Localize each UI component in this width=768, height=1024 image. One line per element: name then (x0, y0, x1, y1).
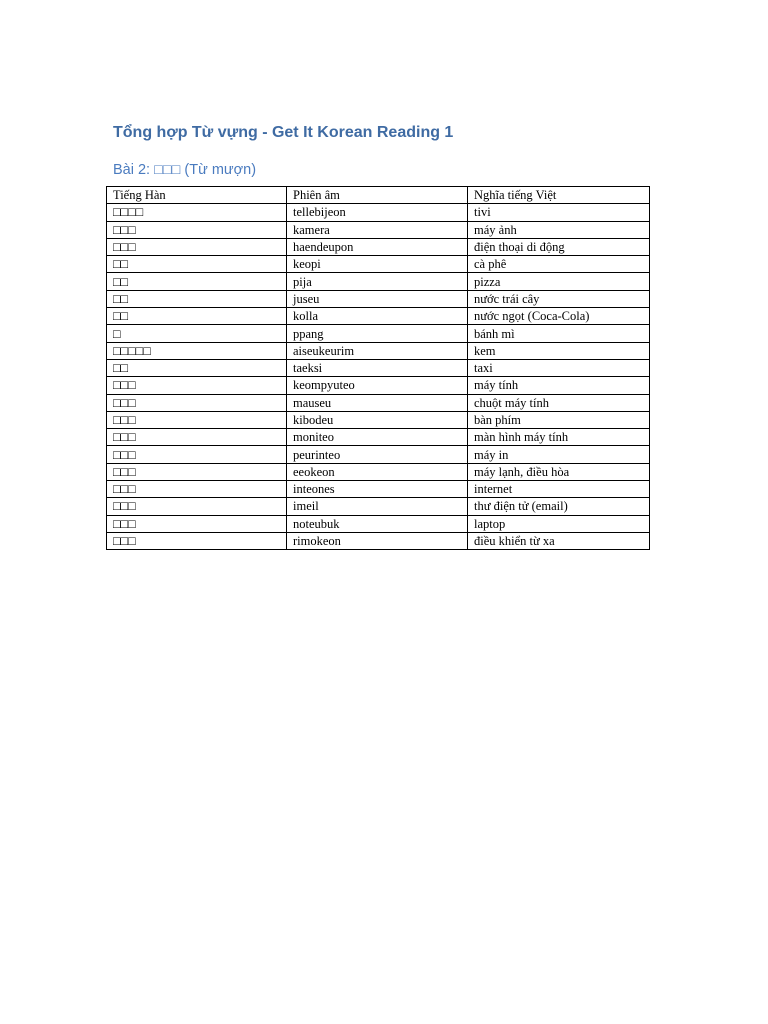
table-row (107, 273, 650, 290)
cell-pronunciation: noteubuk (287, 515, 468, 532)
cell-vietnamese-meaning: laptop (468, 515, 650, 532)
cell-korean: □□□□ (107, 204, 287, 221)
table-row (107, 342, 650, 359)
header-vietnamese-meaning: Nghĩa tiếng Việt (468, 187, 650, 204)
cell-vietnamese-meaning: điều khiển từ xa (468, 532, 650, 549)
lesson-korean-title: □□□ (154, 162, 181, 178)
cell-pronunciation: kolla (287, 308, 468, 325)
cell-korean: □□ (107, 256, 287, 273)
table-row (107, 411, 650, 428)
lesson-heading (113, 162, 256, 178)
cell-korean: □ (107, 325, 287, 342)
cell-pronunciation: ppang (287, 325, 468, 342)
table-row (107, 498, 650, 515)
cell-vietnamese-meaning: màn hình máy tính (468, 429, 650, 446)
cell-korean: □□ (107, 308, 287, 325)
cell-vietnamese-meaning: tivi (468, 204, 650, 221)
document-title: Tổng hợp Từ vựng - Get It Korean Reading 1 (113, 124, 454, 141)
cell-pronunciation: inteones (287, 481, 468, 498)
lesson-suffix: (Từ mượn) (180, 162, 257, 178)
cell-pronunciation: kibodeu (287, 411, 468, 428)
cell-vietnamese-meaning: máy in (468, 446, 650, 463)
cell-korean: □□□ (107, 498, 287, 515)
header-pronunciation: Phiên âm (287, 187, 468, 204)
cell-vietnamese-meaning: kem (468, 342, 650, 359)
table-row (107, 446, 650, 463)
cell-korean: □□□ (107, 481, 287, 498)
table-row (107, 256, 650, 273)
cell-korean: □□ (107, 273, 287, 290)
cell-vietnamese-meaning: điện thoại di động (468, 238, 650, 255)
cell-vietnamese-meaning: nước ngọt (Coca-Cola) (468, 308, 650, 325)
cell-korean: □□□ (107, 377, 287, 394)
cell-pronunciation: moniteo (287, 429, 468, 446)
header-korean: Tiếng Hàn (107, 187, 287, 204)
cell-pronunciation: eeokeon (287, 463, 468, 480)
cell-pronunciation: haendeupon (287, 238, 468, 255)
table-row (107, 359, 650, 376)
table-row (107, 290, 650, 307)
cell-pronunciation: peurinteo (287, 446, 468, 463)
cell-vietnamese-meaning: nước trái cây (468, 290, 650, 307)
cell-korean: □□□ (107, 429, 287, 446)
lesson-prefix: Bài 2: (113, 162, 155, 178)
cell-vietnamese-meaning: taxi (468, 359, 650, 376)
cell-vietnamese-meaning: pizza (468, 273, 650, 290)
cell-korean: □□□ (107, 238, 287, 255)
cell-korean: □□ (107, 290, 287, 307)
cell-korean: □□□ (107, 532, 287, 549)
cell-korean: □□□ (107, 446, 287, 463)
table-row (107, 377, 650, 394)
table-row (107, 429, 650, 446)
cell-pronunciation: keopi (287, 256, 468, 273)
table-header-row (107, 187, 650, 204)
table-row (107, 481, 650, 498)
cell-vietnamese-meaning: bánh mì (468, 325, 650, 342)
cell-korean: □□ (107, 359, 287, 376)
table-row (107, 308, 650, 325)
cell-korean: □□□ (107, 411, 287, 428)
table-row (107, 394, 650, 411)
table-row (107, 325, 650, 342)
cell-korean: □□□□□ (107, 342, 287, 359)
cell-pronunciation: keompyuteo (287, 377, 468, 394)
cell-vietnamese-meaning: bàn phím (468, 411, 650, 428)
cell-vietnamese-meaning: máy tính (468, 377, 650, 394)
cell-vietnamese-meaning: cà phê (468, 256, 650, 273)
cell-korean: □□□ (107, 394, 287, 411)
cell-pronunciation: taeksi (287, 359, 468, 376)
cell-vietnamese-meaning: internet (468, 481, 650, 498)
cell-pronunciation: tellebijeon (287, 204, 468, 221)
cell-vietnamese-meaning: thư điện tử (email) (468, 498, 650, 515)
table-row (107, 463, 650, 480)
table-row (107, 238, 650, 255)
cell-vietnamese-meaning: máy ảnh (468, 221, 650, 238)
table-row (107, 515, 650, 532)
cell-vietnamese-meaning: máy lạnh, điều hòa (468, 463, 650, 480)
cell-pronunciation: imeil (287, 498, 468, 515)
cell-pronunciation: kamera (287, 221, 468, 238)
vocabulary-table (106, 186, 650, 550)
table-row (107, 221, 650, 238)
cell-pronunciation: juseu (287, 290, 468, 307)
cell-pronunciation: mauseu (287, 394, 468, 411)
cell-pronunciation: rimokeon (287, 532, 468, 549)
cell-pronunciation: pija (287, 273, 468, 290)
cell-korean: □□□ (107, 221, 287, 238)
cell-korean: □□□ (107, 515, 287, 532)
table-row (107, 532, 650, 549)
cell-korean: □□□ (107, 463, 287, 480)
table-row (107, 204, 650, 221)
cell-pronunciation: aiseukeurim (287, 342, 468, 359)
cell-vietnamese-meaning: chuột máy tính (468, 394, 650, 411)
